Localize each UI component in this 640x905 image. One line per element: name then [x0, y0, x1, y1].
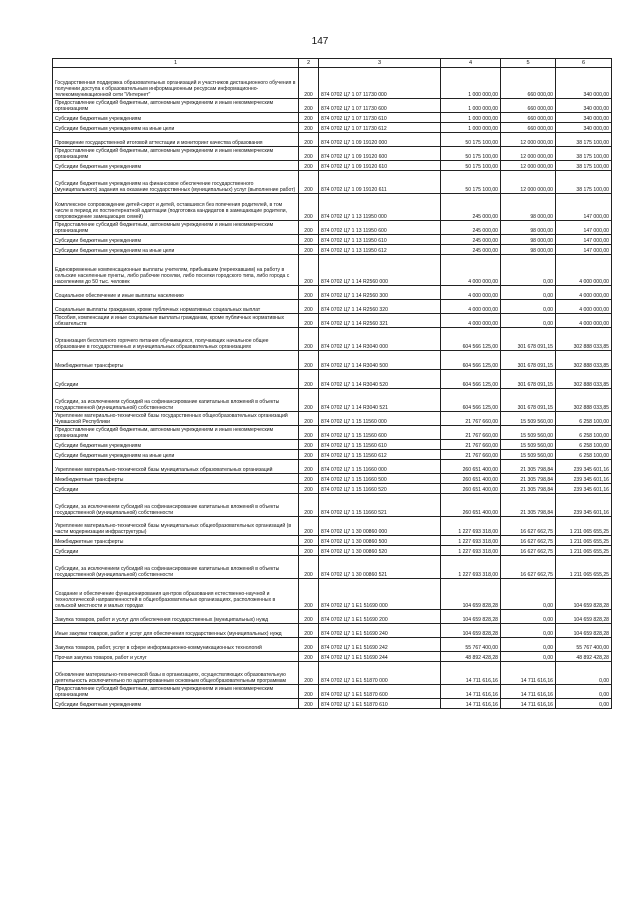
row-code: 200 [299, 113, 319, 123]
header-cell: 5 [501, 59, 556, 68]
table-row [53, 245, 612, 255]
budget-classification-code: 874 0702 Ц7 1 Е1 51870 000 [319, 662, 441, 685]
indicator-name: Межбюджетные трансферты [53, 536, 299, 546]
header-cell: 6 [556, 59, 612, 68]
table-row [53, 314, 612, 328]
budget-classification-code: 874 0702 Ц7 1 09 19120 611 [319, 171, 441, 194]
budget-classification-code: 874 0702 Ц7 1 13 11950 000 [319, 194, 441, 221]
budget-classification-code: 874 0702 Ц7 1 15 11660 521 [319, 494, 441, 517]
approved-amount: 50 175 100,00 [441, 147, 501, 161]
executed-amount: 0,00 [501, 579, 556, 610]
unexecuted-amount: 302 888 033,85 [556, 370, 612, 389]
approved-amount: 104 659 828,28 [441, 624, 501, 638]
indicator-name: Иные закупки товаров, работ и услуг для обеспечения государственных (муниципальных) нужд [53, 624, 299, 638]
indicator-name: Субсидии бюджетным учреждениям [53, 113, 299, 123]
approved-amount: 260 651 400,00 [441, 494, 501, 517]
table-row [53, 370, 612, 389]
approved-amount: 1 227 693 318,00 [441, 536, 501, 546]
budget-classification-code: 874 0702 Ц7 1 09 19120 610 [319, 161, 441, 171]
executed-amount: 21 305 798,84 [501, 484, 556, 494]
unexecuted-amount: 1 211 065 655,25 [556, 546, 612, 556]
row-code: 200 [299, 685, 319, 699]
unexecuted-amount: 147 000,00 [556, 194, 612, 221]
approved-amount: 50 175 100,00 [441, 133, 501, 147]
approved-amount: 260 651 400,00 [441, 474, 501, 484]
executed-amount: 14 711 616,16 [501, 699, 556, 709]
unexecuted-amount: 48 892 428,28 [556, 652, 612, 662]
unexecuted-amount: 38 175 100,00 [556, 147, 612, 161]
budget-classification-code: 874 0702 Ц7 1 30 00860 500 [319, 536, 441, 546]
table-row [53, 328, 612, 351]
row-code: 200 [299, 460, 319, 474]
approved-amount: 604 566 125,00 [441, 351, 501, 370]
budget-classification-code: 874 0702 Ц7 1 30 00860 000 [319, 517, 441, 536]
row-code: 200 [299, 235, 319, 245]
approved-amount: 14 711 616,16 [441, 685, 501, 699]
table-row [53, 171, 612, 194]
table-row [53, 133, 612, 147]
budget-classification-code: 874 0702 Ц7 1 14 R2560 300 [319, 286, 441, 300]
indicator-name: Прочая закупка товаров, работ и услуг [53, 652, 299, 662]
approved-amount: 1 000 000,00 [441, 99, 501, 113]
approved-amount: 1 227 693 318,00 [441, 517, 501, 536]
unexecuted-amount: 302 888 033,85 [556, 328, 612, 351]
approved-amount: 104 659 828,28 [441, 610, 501, 624]
budget-classification-code: 874 0702 Ц7 1 15 11560 600 [319, 426, 441, 440]
indicator-name: Межбюджетные трансферты [53, 351, 299, 370]
table-row [53, 123, 612, 133]
indicator-name: Межбюджетные трансферты [53, 474, 299, 484]
table-row [53, 412, 612, 426]
table-header-row [53, 59, 612, 68]
approved-amount: 4 000 000,00 [441, 300, 501, 314]
approved-amount: 245 000,00 [441, 194, 501, 221]
row-code: 200 [299, 638, 319, 652]
unexecuted-amount: 55 767 400,00 [556, 638, 612, 652]
table-row [53, 517, 612, 536]
indicator-name: Субсидии бюджетным учреждениям [53, 235, 299, 245]
row-code: 200 [299, 536, 319, 546]
unexecuted-amount: 340 000,00 [556, 99, 612, 113]
budget-classification-code: 874 0702 Ц7 1 14 R3040 500 [319, 351, 441, 370]
row-code: 200 [299, 450, 319, 460]
row-code: 200 [299, 99, 319, 113]
indicator-name: Организация бесплатного горячего питания обучающихся, получающих начальное общее образование в государственных и муниципальных образовательных организациях [53, 328, 299, 351]
table-row [53, 99, 612, 113]
approved-amount: 604 566 125,00 [441, 389, 501, 412]
indicator-name: Субсидии бюджетным учреждениям [53, 699, 299, 709]
header-cell: 3 [319, 59, 441, 68]
budget-classification-code: 874 0702 Ц7 1 15 11660 520 [319, 484, 441, 494]
executed-amount: 14 711 616,16 [501, 685, 556, 699]
approved-amount: 21 767 660,00 [441, 426, 501, 440]
approved-amount: 55 767 400,00 [441, 638, 501, 652]
row-code: 200 [299, 426, 319, 440]
approved-amount: 21 767 660,00 [441, 412, 501, 426]
indicator-name: Пособия, компенсации и иные социальные выплаты гражданам, кроме публичных нормативных обязательств [53, 314, 299, 328]
table-row [53, 351, 612, 370]
indicator-name: Социальные выплаты гражданам, кроме публичных нормативных социальных выплат [53, 300, 299, 314]
indicator-name: Укрепление материально-технической базы государственных общеобразовательных организаций Чувашской Республики [53, 412, 299, 426]
executed-amount: 12 000 000,00 [501, 147, 556, 161]
table-row [53, 652, 612, 662]
row-code: 200 [299, 389, 319, 412]
budget-classification-code: 874 0702 Ц7 1 15 11560 610 [319, 440, 441, 450]
budget-classification-code: 874 0702 Ц7 1 14 R2560 000 [319, 255, 441, 286]
executed-amount: 16 627 662,75 [501, 556, 556, 579]
row-code: 200 [299, 123, 319, 133]
header-cell: 2 [299, 59, 319, 68]
row-code: 200 [299, 147, 319, 161]
row-code: 200 [299, 412, 319, 426]
budget-classification-code: 874 0702 Ц7 1 14 R2560 321 [319, 314, 441, 328]
indicator-name: Создание и обеспечение функционирования центров образования естественно-научной и технологической направленностей в общеобразовательных организациях, расположенных в сельской местности и малых городах [53, 579, 299, 610]
budget-classification-code: 874 0702 Ц7 1 14 R3040 000 [319, 328, 441, 351]
approved-amount: 21 767 660,00 [441, 440, 501, 450]
budget-classification-code: 874 0702 Ц7 1 30 00860 520 [319, 546, 441, 556]
budget-classification-code: 874 0702 Ц7 1 Е1 51690 200 [319, 610, 441, 624]
row-code: 200 [299, 68, 319, 99]
budget-classification-code: 874 0702 Ц7 1 15 11660 000 [319, 460, 441, 474]
approved-amount: 604 566 125,00 [441, 328, 501, 351]
budget-execution-table [52, 58, 612, 709]
executed-amount: 660 000,00 [501, 99, 556, 113]
row-code: 200 [299, 300, 319, 314]
executed-amount: 16 627 662,75 [501, 517, 556, 536]
executed-amount: 0,00 [501, 255, 556, 286]
row-code: 200 [299, 579, 319, 610]
table-row [53, 255, 612, 286]
row-code: 200 [299, 662, 319, 685]
executed-amount: 12 000 000,00 [501, 161, 556, 171]
unexecuted-amount: 38 175 100,00 [556, 171, 612, 194]
row-code: 200 [299, 286, 319, 300]
page-number: 147 [311, 36, 329, 47]
budget-classification-code: 874 0702 Ц7 1 Е1 51870 610 [319, 699, 441, 709]
approved-amount: 104 659 828,28 [441, 579, 501, 610]
indicator-name: Субсидии, за исключением субсидий на софинансирование капитальных вложений в объекты государственной (муниципальной) собственности [53, 556, 299, 579]
table-row [53, 440, 612, 450]
table-row [53, 610, 612, 624]
table-row [53, 474, 612, 484]
row-code: 200 [299, 546, 319, 556]
budget-classification-code: 874 0702 Ц7 1 07 11730 600 [319, 99, 441, 113]
approved-amount: 260 651 400,00 [441, 484, 501, 494]
table-row [53, 389, 612, 412]
unexecuted-amount: 340 000,00 [556, 68, 612, 99]
budget-classification-code: 874 0702 Ц7 1 07 11730 610 [319, 113, 441, 123]
unexecuted-amount: 6 258 100,00 [556, 426, 612, 440]
row-code: 200 [299, 494, 319, 517]
row-code: 200 [299, 370, 319, 389]
executed-amount: 301 678 091,15 [501, 389, 556, 412]
row-code: 200 [299, 556, 319, 579]
indicator-name: Предоставление субсидий бюджетным, автономным учреждениям и иным некоммерческим организациям [53, 147, 299, 161]
approved-amount: 1 000 000,00 [441, 123, 501, 133]
unexecuted-amount: 1 211 065 655,25 [556, 536, 612, 546]
header-cell: 4 [441, 59, 501, 68]
budget-classification-code: 874 0702 Ц7 1 Е1 51690 242 [319, 638, 441, 652]
executed-amount: 660 000,00 [501, 123, 556, 133]
row-code: 200 [299, 652, 319, 662]
unexecuted-amount: 302 888 033,85 [556, 351, 612, 370]
approved-amount: 1 227 693 318,00 [441, 556, 501, 579]
indicator-name: Субсидии бюджетным учреждениям на иные цели [53, 450, 299, 460]
indicator-name: Субсидии бюджетным учреждениям на иные цели [53, 245, 299, 255]
budget-classification-code: 874 0702 Ц7 1 Е1 51690 000 [319, 579, 441, 610]
table-row [53, 638, 612, 652]
table-row [53, 536, 612, 546]
unexecuted-amount: 0,00 [556, 699, 612, 709]
indicator-name: Субсидии [53, 484, 299, 494]
unexecuted-amount: 239 345 601,16 [556, 460, 612, 474]
table-row [53, 194, 612, 221]
indicator-name: Предоставление субсидий бюджетным, автономным учреждениям и иным некоммерческим организациям [53, 221, 299, 235]
row-code: 200 [299, 161, 319, 171]
unexecuted-amount: 104 659 828,28 [556, 579, 612, 610]
table-row [53, 300, 612, 314]
indicator-name: Государственная поддержка образовательных организаций и участников дистанционного обучения в получении доступа к образовательным информационным ресурсам информационно-телекоммуникационной сети "Интернет" [53, 68, 299, 99]
unexecuted-amount: 302 888 033,85 [556, 389, 612, 412]
row-code: 200 [299, 484, 319, 494]
budget-classification-code: 874 0702 Ц7 1 13 11950 600 [319, 221, 441, 235]
executed-amount: 16 627 662,75 [501, 546, 556, 556]
budget-classification-code: 874 0702 Ц7 1 07 11730 612 [319, 123, 441, 133]
budget-classification-code: 874 0702 Ц7 1 Е1 51690 240 [319, 624, 441, 638]
row-code: 200 [299, 517, 319, 536]
table-row [53, 579, 612, 610]
unexecuted-amount: 6 258 100,00 [556, 450, 612, 460]
approved-amount: 245 000,00 [441, 221, 501, 235]
indicator-name: Социальное обеспечение и иные выплаты населению [53, 286, 299, 300]
executed-amount: 15 509 560,00 [501, 440, 556, 450]
table-row [53, 624, 612, 638]
budget-classification-code: 874 0702 Ц7 1 09 19120 600 [319, 147, 441, 161]
unexecuted-amount: 1 211 065 655,25 [556, 556, 612, 579]
indicator-name: Субсидии бюджетным учреждениям на иные цели [53, 123, 299, 133]
executed-amount: 0,00 [501, 286, 556, 300]
executed-amount: 98 000,00 [501, 245, 556, 255]
executed-amount: 0,00 [501, 300, 556, 314]
indicator-name: Субсидии, за исключением субсидий на софинансирование капитальных вложений в объекты государственной (муниципальной) собственности [53, 494, 299, 517]
executed-amount: 12 000 000,00 [501, 171, 556, 194]
indicator-name: Субсидии [53, 546, 299, 556]
row-code: 200 [299, 610, 319, 624]
executed-amount: 21 305 798,84 [501, 494, 556, 517]
budget-classification-code: 874 0702 Ц7 1 13 11950 610 [319, 235, 441, 245]
budget-classification-code: 874 0702 Ц7 1 13 11950 612 [319, 245, 441, 255]
table-row [53, 460, 612, 474]
table-row [53, 556, 612, 579]
executed-amount: 301 678 091,15 [501, 370, 556, 389]
executed-amount: 21 305 798,84 [501, 474, 556, 484]
indicator-name: Единовременные компенсационные выплаты учителям, прибывшим (переехавшим) на работу в сельские населенные пункты, либо рабочие поселки, либо поселки городского типа, либо города с населением до 50 тыс. человек [53, 255, 299, 286]
approved-amount: 50 175 100,00 [441, 161, 501, 171]
budget-classification-code: 874 0702 Ц7 1 Е1 51690 244 [319, 652, 441, 662]
table-row [53, 662, 612, 685]
table-row [53, 68, 612, 99]
row-code: 200 [299, 699, 319, 709]
indicator-name: Предоставление субсидий бюджетным, автономным учреждениям и иным некоммерческим организациям [53, 685, 299, 699]
unexecuted-amount: 6 258 100,00 [556, 412, 612, 426]
row-code: 200 [299, 245, 319, 255]
executed-amount: 660 000,00 [501, 68, 556, 99]
indicator-name: Субсидии, за исключением субсидий на софинансирование капитальных вложений в объекты государственной (муниципальной) собственности [53, 389, 299, 412]
executed-amount: 0,00 [501, 638, 556, 652]
approved-amount: 260 651 400,00 [441, 460, 501, 474]
unexecuted-amount: 147 000,00 [556, 245, 612, 255]
indicator-name: Предоставление субсидий бюджетным, автономным учреждениям и иным некоммерческим организациям [53, 426, 299, 440]
executed-amount: 98 000,00 [501, 235, 556, 245]
unexecuted-amount: 340 000,00 [556, 113, 612, 123]
indicator-name: Субсидии [53, 370, 299, 389]
executed-amount: 12 000 000,00 [501, 133, 556, 147]
indicator-name: Закупка товаров, работ, услуг в сфере информационно-коммуникационных технологий [53, 638, 299, 652]
approved-amount: 245 000,00 [441, 235, 501, 245]
unexecuted-amount: 38 175 100,00 [556, 161, 612, 171]
table-row [53, 494, 612, 517]
row-code: 200 [299, 351, 319, 370]
table-row [53, 221, 612, 235]
approved-amount: 4 000 000,00 [441, 286, 501, 300]
unexecuted-amount: 4 000 000,00 [556, 314, 612, 328]
executed-amount: 15 509 560,00 [501, 412, 556, 426]
indicator-name: Субсидии бюджетным учреждениям [53, 440, 299, 450]
table-row [53, 546, 612, 556]
unexecuted-amount: 239 345 601,16 [556, 484, 612, 494]
executed-amount: 15 509 560,00 [501, 450, 556, 460]
budget-classification-code: 874 0702 Ц7 1 14 R3040 521 [319, 389, 441, 412]
approved-amount: 14 711 616,16 [441, 699, 501, 709]
executed-amount: 0,00 [501, 624, 556, 638]
approved-amount: 48 892 428,28 [441, 652, 501, 662]
executed-amount: 0,00 [501, 610, 556, 624]
budget-classification-code: 874 0702 Ц7 1 14 R2560 320 [319, 300, 441, 314]
row-code: 200 [299, 328, 319, 351]
unexecuted-amount: 104 659 828,28 [556, 624, 612, 638]
table-row [53, 450, 612, 460]
unexecuted-amount: 239 345 601,16 [556, 474, 612, 484]
table-row [53, 113, 612, 123]
executed-amount: 14 711 616,16 [501, 662, 556, 685]
budget-classification-code: 874 0702 Ц7 1 30 00860 521 [319, 556, 441, 579]
unexecuted-amount: 4 000 000,00 [556, 255, 612, 286]
table-row [53, 235, 612, 245]
approved-amount: 1 000 000,00 [441, 113, 501, 123]
table-row [53, 147, 612, 161]
approved-amount: 1 000 000,00 [441, 68, 501, 99]
table-row [53, 161, 612, 171]
executed-amount: 15 509 560,00 [501, 426, 556, 440]
executed-amount: 660 000,00 [501, 113, 556, 123]
row-code: 200 [299, 133, 319, 147]
budget-classification-code: 874 0702 Ц7 1 15 11560 612 [319, 450, 441, 460]
table-row [53, 426, 612, 440]
executed-amount: 16 627 662,75 [501, 536, 556, 546]
row-code: 200 [299, 474, 319, 484]
unexecuted-amount: 239 345 601,16 [556, 494, 612, 517]
table-row [53, 286, 612, 300]
budget-classification-code: 874 0702 Ц7 1 15 11560 000 [319, 412, 441, 426]
approved-amount: 604 566 125,00 [441, 370, 501, 389]
executed-amount: 21 305 798,84 [501, 460, 556, 474]
indicator-name: Субсидии бюджетным учреждениям на финансовое обеспечение государственного (муниципального) задания на оказание государственных (муниципальных) услуг (выполнение работ) [53, 171, 299, 194]
indicator-name: Обновление материально-технической базы в организациях, осуществляющих образовательную деятельность исключительно по адаптированным основным общеобразовательным программам [53, 662, 299, 685]
budget-classification-code: 874 0702 Ц7 1 07 11730 000 [319, 68, 441, 99]
unexecuted-amount: 147 000,00 [556, 221, 612, 235]
indicator-name: Проведение государственной итоговой аттестации и мониторинг качества образования [53, 133, 299, 147]
approved-amount: 14 711 616,16 [441, 662, 501, 685]
budget-classification-code: 874 0702 Ц7 1 Е1 51870 600 [319, 685, 441, 699]
unexecuted-amount: 4 000 000,00 [556, 300, 612, 314]
executed-amount: 301 678 091,15 [501, 351, 556, 370]
unexecuted-amount: 147 000,00 [556, 235, 612, 245]
unexecuted-amount: 38 175 100,00 [556, 133, 612, 147]
row-code: 200 [299, 314, 319, 328]
indicator-name: Укрепление материально-технической базы муниципальных общеобразовательных организаций (в части модернизации инфраструктуры) [53, 517, 299, 536]
approved-amount: 21 767 660,00 [441, 450, 501, 460]
row-code: 200 [299, 194, 319, 221]
approved-amount: 4 000 000,00 [441, 255, 501, 286]
executed-amount: 0,00 [501, 314, 556, 328]
table-row [53, 685, 612, 699]
approved-amount: 50 175 100,00 [441, 171, 501, 194]
table-row [53, 484, 612, 494]
indicator-name: Субсидии бюджетным учреждениям [53, 161, 299, 171]
approved-amount: 1 227 693 318,00 [441, 546, 501, 556]
unexecuted-amount: 104 659 828,28 [556, 610, 612, 624]
indicator-name: Укрепление материально-технической базы муниципальных образовательных организаций [53, 460, 299, 474]
row-code: 200 [299, 440, 319, 450]
approved-amount: 4 000 000,00 [441, 314, 501, 328]
unexecuted-amount: 340 000,00 [556, 123, 612, 133]
unexecuted-amount: 6 258 100,00 [556, 440, 612, 450]
unexecuted-amount: 1 211 065 655,25 [556, 517, 612, 536]
row-code: 200 [299, 624, 319, 638]
row-code: 200 [299, 255, 319, 286]
table-row [53, 699, 612, 709]
budget-classification-code: 874 0702 Ц7 1 14 R3040 520 [319, 370, 441, 389]
unexecuted-amount: 4 000 000,00 [556, 286, 612, 300]
header-cell: 1 [53, 59, 299, 68]
unexecuted-amount: 0,00 [556, 662, 612, 685]
row-code: 200 [299, 221, 319, 235]
unexecuted-amount: 0,00 [556, 685, 612, 699]
executed-amount: 98 000,00 [501, 194, 556, 221]
indicator-name: Закупка товаров, работ и услуг для обеспечения государственных (муниципальных) нужд [53, 610, 299, 624]
indicator-name: Предоставление субсидий бюджетным, автономным учреждениям и иным некоммерческим организациям [53, 99, 299, 113]
budget-classification-code: 874 0702 Ц7 1 15 11660 500 [319, 474, 441, 484]
executed-amount: 301 678 091,15 [501, 328, 556, 351]
approved-amount: 245 000,00 [441, 245, 501, 255]
executed-amount: 0,00 [501, 652, 556, 662]
executed-amount: 98 000,00 [501, 221, 556, 235]
indicator-name: Комплексное сопровождение детей-сирот и детей, оставшихся без попечения родителей, в том числе в период их постинтернатной адаптации (подготовка кандидатов в замещающие родители, сопровождение замещающих семей) [53, 194, 299, 221]
budget-classification-code: 874 0702 Ц7 1 09 19120 000 [319, 133, 441, 147]
row-code: 200 [299, 171, 319, 194]
